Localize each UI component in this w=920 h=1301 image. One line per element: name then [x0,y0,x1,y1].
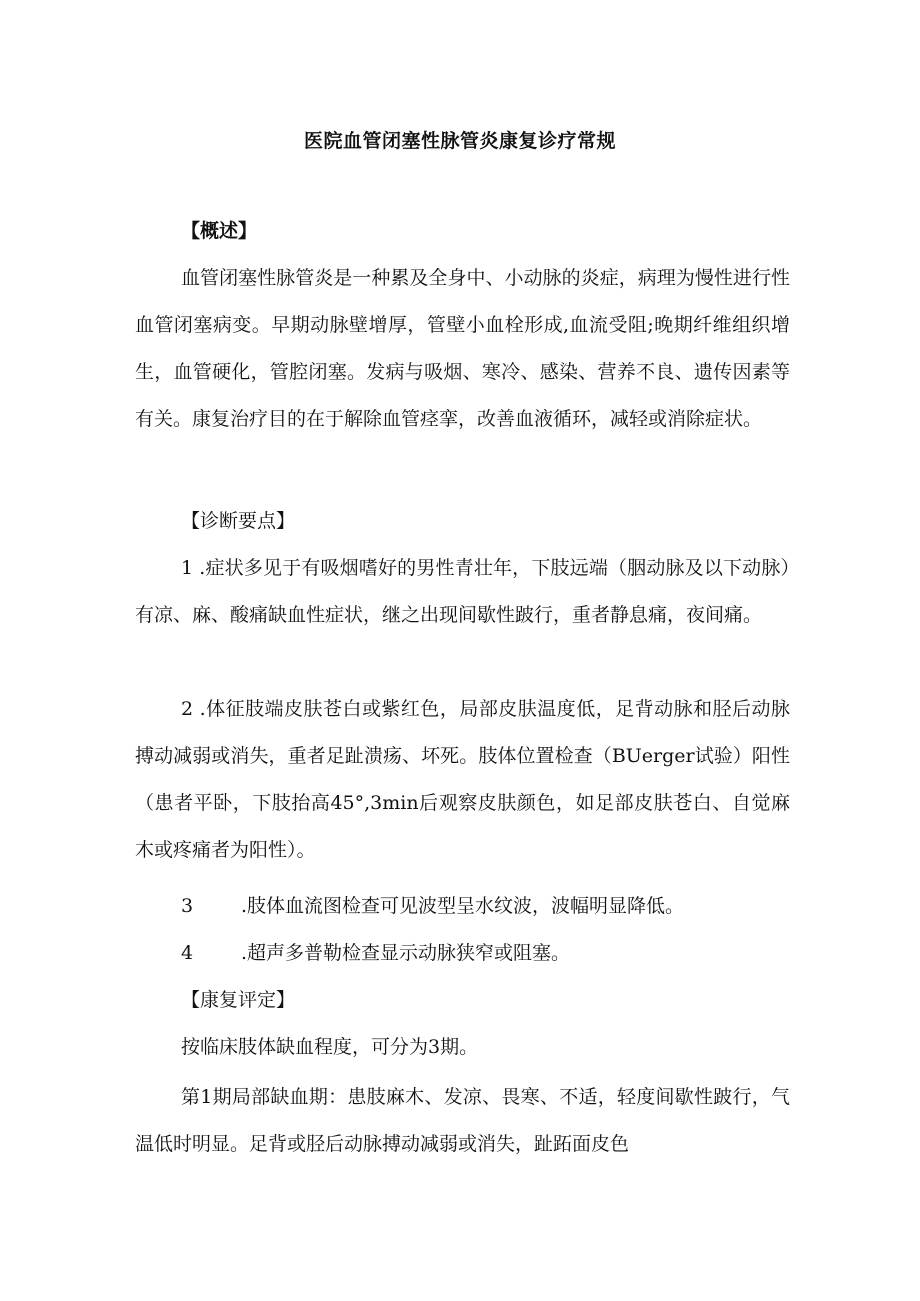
diagnosis-item-3-text: .肢体血流图检查可见波型呈水纹波，波幅明显降低。 [241,895,685,917]
section-heading-diagnosis: 【诊断要点】 [181,510,296,532]
section-heading-overview: 【概述】 [181,220,258,242]
diagnosis-item-4-number: 4 [181,942,194,964]
assessment-stage-1: 第1期局部缺血期：患肢麻木、发凉、畏寒、不适，轻度间歇性跛行，气温低时明显。足背或胫后动脉搏动减弱或消失，趾跖面皮色 [135,1086,790,1155]
diagnosis-item-3-number: 3 [181,895,194,917]
section-heading-assessment: 【康复评定】 [181,989,296,1011]
overview-paragraph: 血管闭塞性脉管炎是一种累及全身中、小动脉的炎症，病理为慢性进行性血管闭塞病变。早期动脉壁增厚，管壁小血栓形成,血流受阻;晚期纤维组织增生，血管硬化，管腔闭塞。发病与吸烟、寒冷、感染、营养不良、遗传因素等有关。康复治疗目的在于解除血管痉挛，改善血液循环，减轻或消除症状。 [135,267,790,430]
diagnosis-item-4-text: .超声多普勒检查显示动脉狭窄或阻塞。 [241,942,571,964]
assessment-intro: 按临床肢体缺血程度，可分为3期。 [181,1036,479,1058]
diagnosis-item-2: 2 .体征肢端皮肤苍白或紫红色，局部皮肤温度低，足背动脉和胫后动脉搏动减弱或消失，重者足趾溃疡、坏死。肢体位置检查（BUerger试验）阳性（患者平卧，下肢抬高45°,3min后观察皮肤颜色，如足部皮肤苍白、自觉麻木或疼痛者为阳性）。 [135,698,790,861]
document-title: 医院血管闭塞性脉管炎康复诊疗常规 [303,130,616,152]
diagnosis-item-1: 1 .症状多见于有吸烟嗜好的男性青壮年，下肢远端（胭动脉及以下动脉）有凉、麻、酸痛缺血性症状，继之出现间歇性跛行，重者静息痛，夜间痛。 [135,557,790,626]
diagnosis-item-4 [181,930,570,977]
diagnosis-item-3 [181,883,684,930]
